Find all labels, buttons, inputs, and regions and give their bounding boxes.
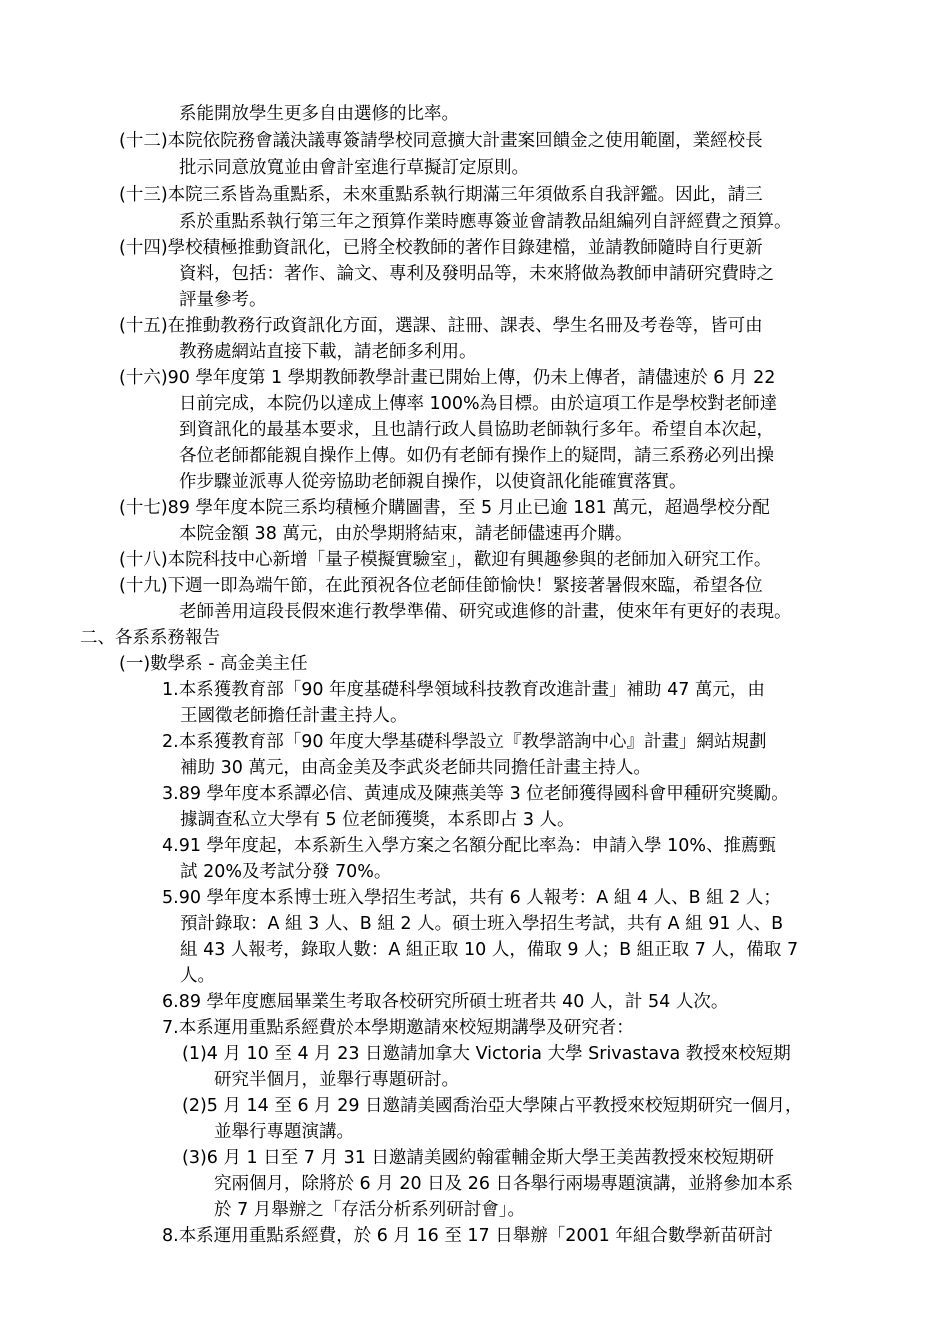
text-line: 8.本系運用重點系經費，於 6 月 16 至 17 日舉辦「2001 年組合數學新苗研討 — [162, 1226, 773, 1246]
text-line: 7.本系運用重點系經費於本學期邀請來校短期講學及研究者： — [162, 1018, 634, 1038]
text-line: 究兩個月，除將於 6 月 20 日及 26 日各舉行兩場專題演講，並將參加本系 — [214, 1174, 794, 1194]
text-line: 各位老師都能親自操作上傳。如仍有老師有操作上的疑問，請三系務必列出操 — [179, 446, 774, 466]
text-line: 到資訊化的最基本要求，且也請行政人員協助老師執行多年。希望自本次起， — [179, 420, 774, 440]
text-line: 補助 30 萬元，由高金美及李武炎老師共同擔任計畫主持人。 — [180, 758, 651, 778]
text-line: 3.89 學年度本系譚必信、黃連成及陳燕美等 3 位老師獲得國科會甲種研究獎勵。 — [162, 784, 789, 804]
text-line: (十七)89 學年度本院三系均積極介購圖書，至 5 月止已逾 181 萬元，超過學校分配 — [119, 498, 770, 518]
text-line: 老師善用這段長假來進行教學準備、研究或進修的計畫，使來年有更好的表現。 — [179, 602, 792, 622]
text-line: (十四)學校積極推動資訊化，已將全校教師的著作目錄建檔，並請教師隨時自行更新 — [119, 238, 763, 258]
text-line: 資料，包括：著作、論文、專利及發明品等，未來將做為教師申請研究費時之 — [179, 264, 774, 284]
text-line: 6.89 學年度應屆畢業生考取各校研究所碩士班者共 40 人，計 54 人次。 — [162, 992, 729, 1012]
text-line: 1.本系獲教育部「90 年度基礎科學領域科技教育改進計畫」補助 47 萬元，由 — [162, 680, 765, 700]
text-line: (2)5 月 14 至 6 月 29 日邀請美國喬治亞大學陳占平教授來校短期研究一個月， — [182, 1096, 803, 1116]
text-line: 教務處網站直接下載，請老師多利用。 — [179, 342, 477, 362]
text-line: (十二)本院依院務會議決議專簽請學校同意擴大計畫案回饋金之使用範圍，業經校長 — [119, 131, 763, 151]
text-line: 預計錄取：A 組 3 人、B 組 2 人。碩士班入學招生考試，共有 A 組 91 人、B — [180, 914, 784, 934]
text-line: 試 20%及考試分發 70%。 — [180, 862, 392, 882]
text-line: (十八)本院科技中心新增「量子模擬實驗室」，歡迎有興趣參與的老師加入研究工作。 — [119, 550, 772, 570]
subsection-heading: (一)數學系 - 高金美主任 — [119, 654, 308, 674]
text-line: (1)4 月 10 至 4 月 23 日邀請加拿大 Victoria 大學 Srivastava 教授來校短期 — [182, 1044, 791, 1064]
text-line: 5.90 學年度本系博士班入學招生考試，共有 6 人報考：A 組 4 人、B 組 2 人； — [162, 888, 781, 908]
text-line: (十三)本院三系皆為重點系，未來重點系執行期滿三年須做系自我評鑑。因此，請三 — [119, 185, 763, 205]
text-line: 研究半個月，並舉行專題研討。 — [214, 1070, 459, 1090]
text-line: 系於重點系執行第三年之預算作業時應專簽並會請教品組編列自評經費之預算。 — [179, 212, 792, 232]
text-line: 人。 — [180, 966, 215, 986]
text-line: (十六)90 學年度第 1 學期教師教學計畫已開始上傳，仍未上傳者，請儘速於 6 月 22 — [119, 368, 776, 388]
text-line: 系能開放學生更多自由選修的比率。 — [179, 104, 459, 124]
text-line: (3)6 月 1 日至 7 月 31 日邀請美國約翰霍輔金斯大學王美茜教授來校短期研 — [182, 1148, 774, 1168]
text-line: 批示同意放寬並由會計室進行草擬訂定原則。 — [179, 158, 529, 178]
text-line: 本院金額 38 萬元，由於學期將結束，請老師儘速再介購。 — [179, 524, 633, 544]
text-line: 據調查私立大學有 5 位老師獲獎，本系即占 3 人。 — [180, 810, 575, 830]
text-line: 評量參考。 — [179, 290, 267, 310]
text-line: 4.91 學年度起，本系新生入學方案之名額分配比率為：申請入學 10%、推薦甄 — [162, 836, 776, 856]
text-line: (十五)在推動教務行政資訊化方面，選課、註冊、課表、學生名冊及考卷等，皆可由 — [119, 316, 763, 336]
text-line: 於 7 月舉辦之「存活分析系列研討會」。 — [214, 1200, 526, 1220]
text-line: (十九)下週一即為端午節，在此預祝各位老師佳節愉快！緊接著暑假來臨，希望各位 — [119, 576, 763, 596]
text-line: 並舉行專題演講。 — [214, 1122, 354, 1142]
text-line: 作步驟並派專人從旁協助老師親自操作，以使資訊化能確實落實。 — [179, 472, 687, 492]
text-line: 王國徵老師擔任計畫主持人。 — [180, 706, 408, 726]
section-heading: 二、各系系務報告 — [80, 628, 220, 648]
text-line: 2.本系獲教育部「90 年度大學基礎科學設立『教學諮詢中心』計畫」網站規劃 — [162, 732, 767, 752]
text-line: 組 43 人報考，錄取人數：A 組正取 10 人，備取 9 人；B 組正取 7 人，備取 7 — [180, 940, 799, 960]
text-line: 日前完成，本院仍以達成上傳率 100%為目標。由於這項工作是學校對老師達 — [179, 394, 778, 414]
